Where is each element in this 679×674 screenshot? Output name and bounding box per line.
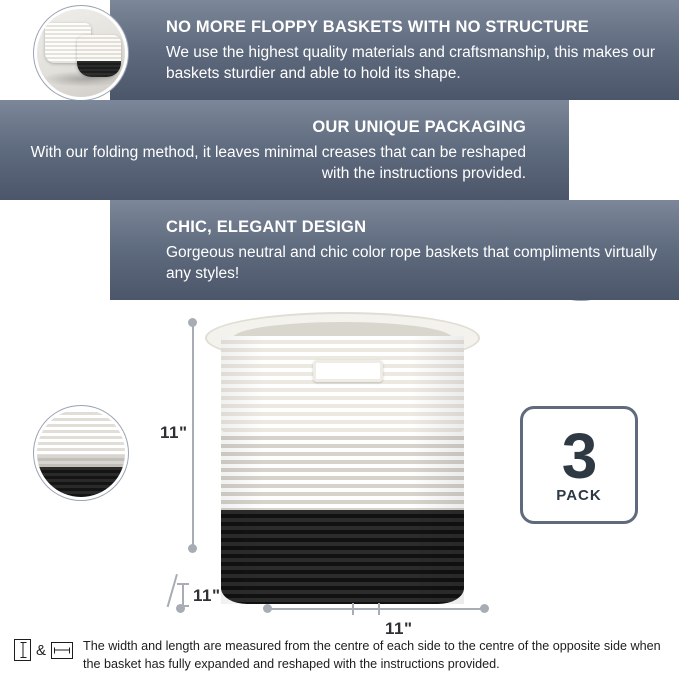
dim-label-depth: 11" [193,586,221,605]
pack-word: PACK [556,486,602,504]
feature-3-text [152,200,672,300]
feature-3-title: CHIC, ELEGANT DESIGN [166,217,367,236]
horizontal-measure-icon [51,642,73,659]
dim-label-height: 11" [160,423,188,442]
rope-weave-closeup-photo [34,406,128,500]
feature-block-3 [0,200,679,300]
feature-block-1 [0,0,679,100]
dim-line-depth [167,574,178,607]
dim-label-width: 11" [385,619,413,638]
dim-width-bracket-left [352,603,354,615]
feature-2-body: With our folding method, it leaves minimal creases that can be reshaped with the instructions provided. [30,143,526,182]
footnote [14,638,669,674]
feature-1-text [152,0,672,100]
feature-1-title: NO MORE FLOPPY BASKETS WITH NO STRUCTURE [166,17,589,36]
three-pack-badge [520,406,638,524]
footnote-text: The width and length are measured from the centre of each side to the centre of the opposite side when the basket has fully expanded and reshaped with the instructions provided. [83,639,661,671]
dim-width-bracket [352,608,380,610]
feature-2-text [10,100,540,200]
pack-count: 3 [561,420,597,493]
feature-2-title: OUR UNIQUE PACKAGING [312,117,526,136]
vertical-measure-icon [14,639,31,661]
dim-width-bracket-right [378,603,380,615]
dim-depth-bracket [182,583,184,607]
footnote-ampersand: & [36,641,47,659]
basket-handle [313,360,383,382]
dim-line-height [192,322,194,548]
feature-block-2 [0,100,679,200]
basket-gray-section [221,432,464,510]
dim-depth-bracket-bottom [177,605,189,607]
feature-3-body: Gorgeous neutral and chic color rope baskets that compliments virtually any styles! [166,243,658,282]
basket-black-section [221,510,464,604]
footnote-icons [14,638,73,661]
dim-depth-bracket-top [177,583,189,585]
product-basket-image [205,312,480,612]
feature-1-body: We use the highest quality materials and craftsmanship, this makes our baskets sturdier and able to hold its shape. [166,43,656,82]
rope-baskets-on-carpet-photo [34,6,128,100]
basket-white-section [221,336,464,432]
